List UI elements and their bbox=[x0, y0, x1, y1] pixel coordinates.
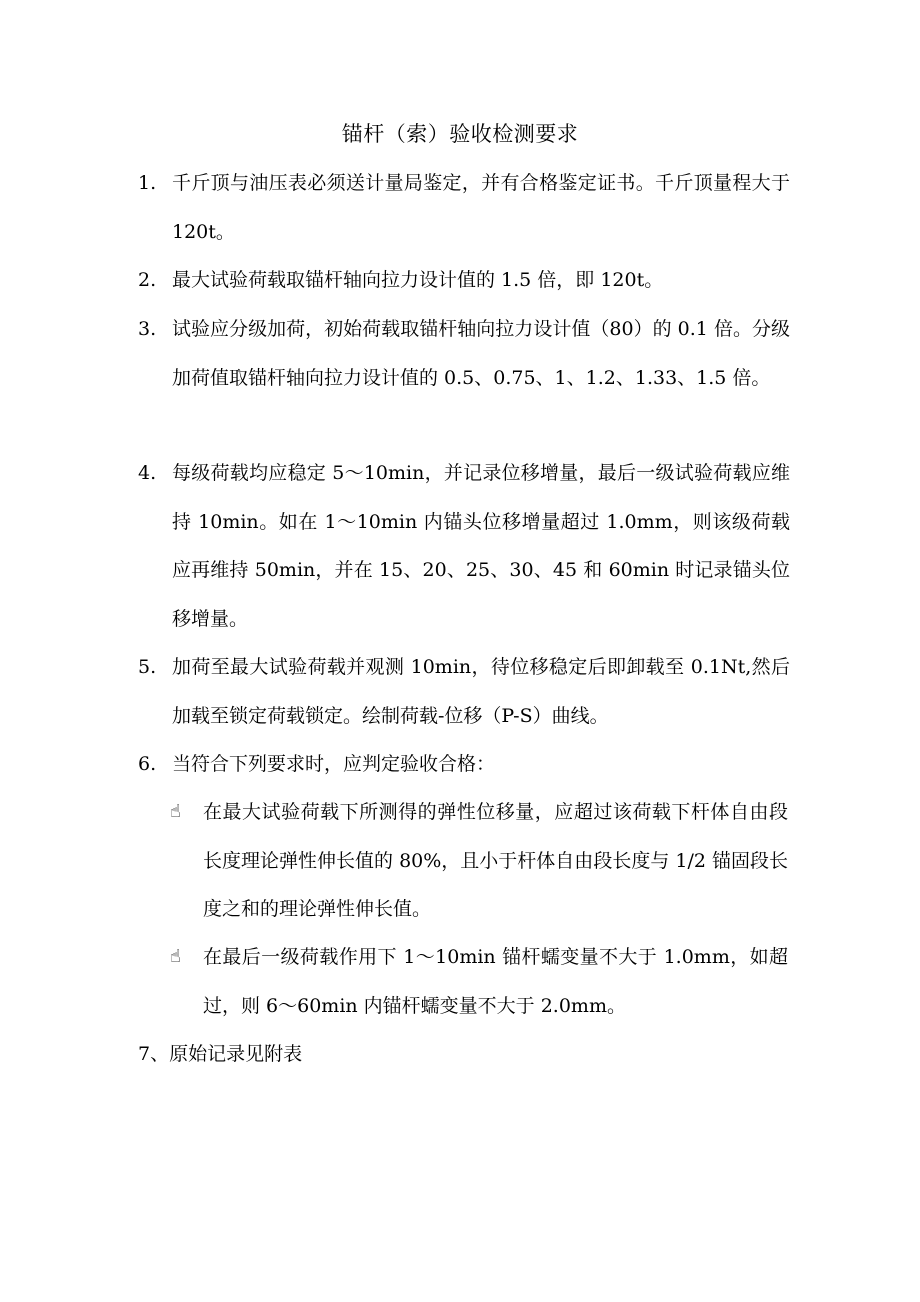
pointing-hand-icon: ☝ bbox=[170, 946, 181, 967]
item-number: 5. bbox=[138, 656, 157, 678]
item-text: 最大试验荷载取锚杆轴向拉力设计值的 1.5 倍，即 120t。 bbox=[172, 269, 664, 291]
item-number: 2. bbox=[138, 269, 157, 291]
item-number: 6. bbox=[138, 753, 157, 775]
item-text: 千斤顶与油压表必须送计量局鉴定，并有合格鉴定证书。千斤顶量程大于 120t。 bbox=[172, 172, 790, 243]
sub-item-text: 在最大试验荷载下所测得的弹性位移量，应超过该荷载下杆体自由段长度理论弹性伸长值的 80%，且小于杆体自由段长度与 1/2 锚固段长度之和的理论弹性伸长值。 bbox=[203, 801, 788, 920]
page-title: 锚杆（索）验收检测要求 bbox=[341, 122, 579, 146]
sub-item-text: 在最后一级荷载作用下 1～10min 锚杆蠕变量不大于 1.0mm，如超过，则 6～60min 内锚杆蠕变量不大于 2.0mm。 bbox=[203, 946, 788, 1017]
pointing-hand-icon: ☝ bbox=[170, 801, 181, 822]
item-number: 4. bbox=[138, 462, 157, 484]
final-line: 7、原始记录见附表 bbox=[138, 1043, 303, 1065]
item-text: 每级荷载均应稳定 5～10min，并记录位移增量，最后一级试验荷载应维持 10min。如在 1～10min 内锚头位移增量超过 1.0mm，则该级荷载应再维持 50min，并在 15、20、25、30、45 和 60min 时记录锚头位移增量。 bbox=[172, 462, 790, 630]
item-text: 试验应分级加荷，初始荷载取锚杆轴向拉力设计值（80）的 0.1 倍。分级加荷值取锚杆轴向拉力设计值的 0.5、0.75、1、1.2、1.33、1.5 倍。 bbox=[172, 318, 790, 389]
item-text: 当符合下列要求时，应判定验收合格： bbox=[172, 753, 496, 775]
item-number: 3. bbox=[138, 318, 157, 340]
item-number: 1. bbox=[138, 172, 157, 194]
item-text: 加荷至最大试验荷载并观测 10min，待位移稳定后即卸载至 0.1Nt,然后加载至锁定荷载锁定。绘制荷载-位移（P-S）曲线。 bbox=[172, 656, 790, 727]
